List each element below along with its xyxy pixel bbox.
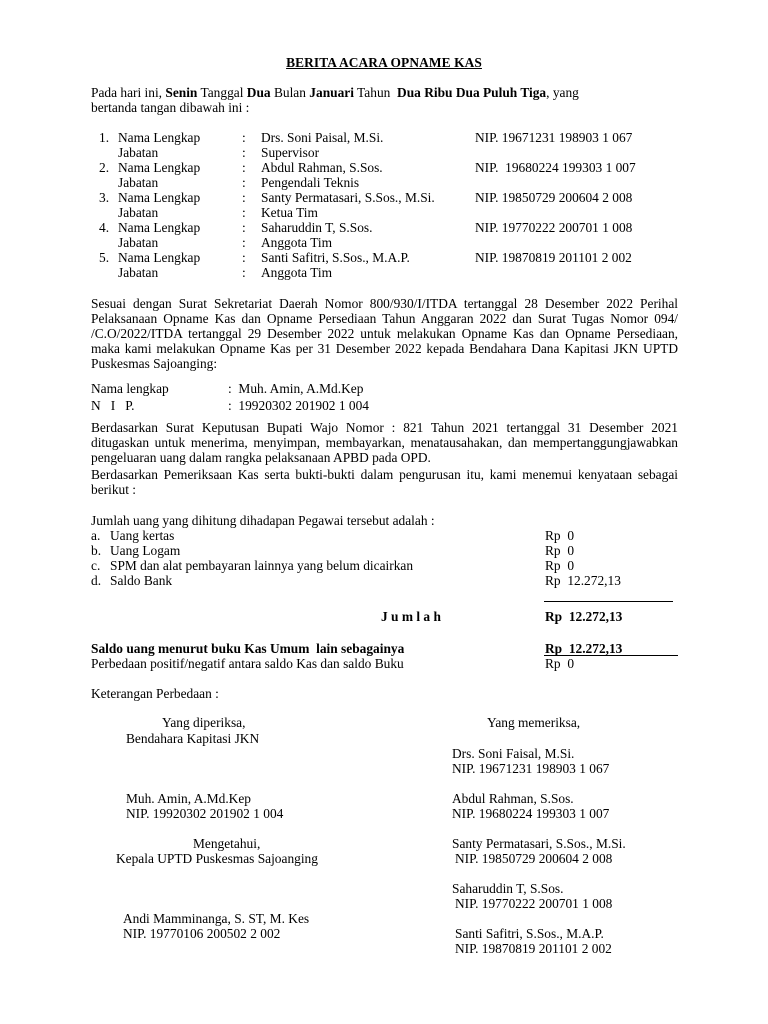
money-item-amount: Rp 0 <box>545 543 575 558</box>
paragraph-decree: Berdasarkan Surat Keputusan Bupati Wajo Nomor : 821 Tahun 2021 tertanggal 31 Desember 2021 ditugaskan untuk menerima, menyimpan, membayarkan, menatausahakan, dan mempertanggungjawabkan pengeluaran uang dalam rangka pelaksanaan APBD pada OPD. <box>91 420 678 465</box>
treasurer-name: : Muh. Amin, A.Md.Kep <box>228 381 364 396</box>
total-label: J u m l a h <box>381 609 441 624</box>
examiner-name: Abdul Rahman, S.Sos. <box>452 791 574 806</box>
official-position-label: Jabatan <box>118 265 159 280</box>
money-item-letter: a. <box>91 528 101 543</box>
intro-text: , yang <box>546 85 579 100</box>
examiner-nip: NIP. 19850729 200604 2 008 <box>455 851 613 866</box>
separator: : <box>242 205 246 220</box>
money-item-letter: b. <box>91 543 102 558</box>
intro-line-2: bertanda tangan dibawah ini : <box>91 100 250 115</box>
intro-day: Senin <box>165 85 198 100</box>
intro-date: Dua <box>246 85 271 100</box>
examiner-name: Drs. Soni Faisal, M.Si. <box>452 746 575 761</box>
examiner-name: Santi Safitri, S.Sos., M.A.P. <box>455 926 604 941</box>
examiner-title: Yang memeriksa, <box>487 715 581 730</box>
official-nip: NIP. 19870819 201101 2 002 <box>475 250 632 265</box>
official-number: 5. <box>99 250 110 265</box>
official-position: Supervisor <box>261 145 320 160</box>
money-item-label: Uang Logam <box>110 543 181 558</box>
money-item-label: SPM dan alat pembayaran lainnya yang belum dicairkan <box>110 558 414 573</box>
separator: : <box>242 190 246 205</box>
examined-name: Muh. Amin, A.Md.Kep <box>126 791 251 806</box>
intro-text: Pada hari ini, <box>91 85 166 100</box>
official-number: 4. <box>99 220 110 235</box>
official-position: Anggota Tim <box>261 265 333 280</box>
official-name: Drs. Soni Paisal, M.Si. <box>261 130 384 145</box>
official-position-label: Jabatan <box>118 175 159 190</box>
separator: : <box>242 130 246 145</box>
examiner-nip: NIP. 19680224 199303 1 007 <box>452 806 610 821</box>
intro-text: Bulan <box>270 85 310 100</box>
official-position-label: Jabatan <box>118 235 159 250</box>
official-name-label: Nama Lengkap <box>118 190 201 205</box>
examiner-nip: NIP. 19770222 200701 1 008 <box>455 896 613 911</box>
official-nip: NIP. 19680224 199303 1 007 <box>475 160 636 175</box>
official-name: Saharuddin T, S.Sos. <box>261 220 373 235</box>
examiner-nip: NIP. 19870819 201101 2 002 <box>455 941 612 956</box>
official-name-label: Nama Lengkap <box>118 250 201 265</box>
official-number: 1. <box>99 130 110 145</box>
intro-text: Tanggal <box>197 85 247 100</box>
difference-amount: Rp 0 <box>545 656 575 671</box>
official-name-label: Nama Lengkap <box>118 160 201 175</box>
treasurer-nip: : 19920302 201902 1 004 <box>228 398 369 413</box>
difference-label: Perbedaan positif/negatif antara saldo Kas dan saldo Buku <box>91 656 404 671</box>
separator: : <box>242 160 246 175</box>
paragraph-assignment: Sesuai dengan Surat Sekretariat Daerah Nomor 800/930/I/ITDA tertanggal 28 Desember 2022 Perihal Pelaksanaan Opname Kas dan Opname Persediaan Tahun Anggaran 2022 dan Surat Tugas Nomor 094/ /C.O/2022/ITDA tertanggal 29 Desember 2022 untuk melakukan Opname Kas dan Opname Persediaan, maka kami melakukan Opname Kas per 31 Desember 2022 kepada Bendahara Dana Kapitasi JKN UPTD Puskesmas Sajoanging: <box>91 296 678 371</box>
official-name-label: Nama Lengkap <box>118 130 201 145</box>
official-number: 2. <box>99 160 110 175</box>
separator: : <box>242 235 246 250</box>
examiner-name: Santy Permatasari, S.Sos., M.Si. <box>452 836 626 851</box>
money-item-letter: d. <box>91 573 102 588</box>
treasurer-name-label: Nama lengkap <box>91 381 169 396</box>
total-rule <box>544 601 673 602</box>
intro-year: Dua Ribu Dua Puluh Tiga <box>397 85 547 100</box>
separator: : <box>242 145 246 160</box>
examiner-name: Saharuddin T, S.Sos. <box>452 881 564 896</box>
official-name: Santy Permatasari, S.Sos., M.Si. <box>261 190 435 205</box>
acknowledged-nip: NIP. 19770106 200502 2 002 <box>123 926 281 941</box>
examined-title: Yang diperiksa, <box>162 715 246 730</box>
intro-text: Tahun <box>353 85 398 100</box>
official-position-label: Jabatan <box>118 145 159 160</box>
official-name: Abdul Rahman, S.Sos. <box>261 160 383 175</box>
counted-intro: Jumlah uang yang dihitung dihadapan Pegawai tersebut adalah : <box>91 513 435 528</box>
money-item-amount: Rp 0 <box>545 558 575 573</box>
examiner-nip: NIP. 19671231 198903 1 067 <box>452 761 610 776</box>
acknowledged-title: Mengetahui, <box>193 836 261 851</box>
separator: : <box>242 220 246 235</box>
official-nip: NIP. 19770222 200701 1 008 <box>475 220 633 235</box>
separator: : <box>242 175 246 190</box>
official-position-label: Jabatan <box>118 205 159 220</box>
official-nip: NIP. 19850729 200604 2 008 <box>475 190 633 205</box>
book-balance-label: Saldo uang menurut buku Kas Umum lain sebagainya <box>91 641 405 656</box>
money-item-amount: Rp 12.272,13 <box>545 573 621 588</box>
total-amount: Rp 12.272,13 <box>545 609 623 624</box>
separator: : <box>242 250 246 265</box>
treasurer-nip-label: N I P. <box>91 398 135 413</box>
notes-label: Keterangan Perbedaan : <box>91 686 219 701</box>
money-item-label: Uang kertas <box>110 528 175 543</box>
money-item-label: Saldo Bank <box>110 573 173 588</box>
separator: : <box>242 265 246 280</box>
book-balance-amount: Rp 12.272,13 <box>545 641 623 656</box>
official-name: Santi Safitri, S.Sos., M.A.P. <box>261 250 410 265</box>
official-position: Ketua Tim <box>261 205 318 220</box>
acknowledged-role: Kepala UPTD Puskesmas Sajoanging <box>116 851 318 866</box>
examined-role: Bendahara Kapitasi JKN <box>126 731 260 746</box>
examined-nip: NIP. 19920302 201902 1 004 <box>126 806 284 821</box>
official-position: Pengendali Teknis <box>261 175 360 190</box>
document-title: BERITA ACARA OPNAME KAS <box>286 55 482 70</box>
official-number: 3. <box>99 190 110 205</box>
money-item-amount: Rp 0 <box>545 528 575 543</box>
official-nip: NIP. 19671231 198903 1 067 <box>475 130 633 145</box>
paragraph-examination: Berdasarkan Pemeriksaan Kas serta bukti-bukti dalam pengurusan itu, kami menemui kenyataan sebagai berikut : <box>91 467 678 497</box>
official-position: Anggota Tim <box>261 235 333 250</box>
acknowledged-name: Andi Mamminanga, S. ST, M. Kes <box>123 911 310 926</box>
intro-line <box>91 85 579 100</box>
money-item-letter: c. <box>91 558 101 573</box>
official-name-label: Nama Lengkap <box>118 220 201 235</box>
intro-month: Januari <box>309 85 354 100</box>
